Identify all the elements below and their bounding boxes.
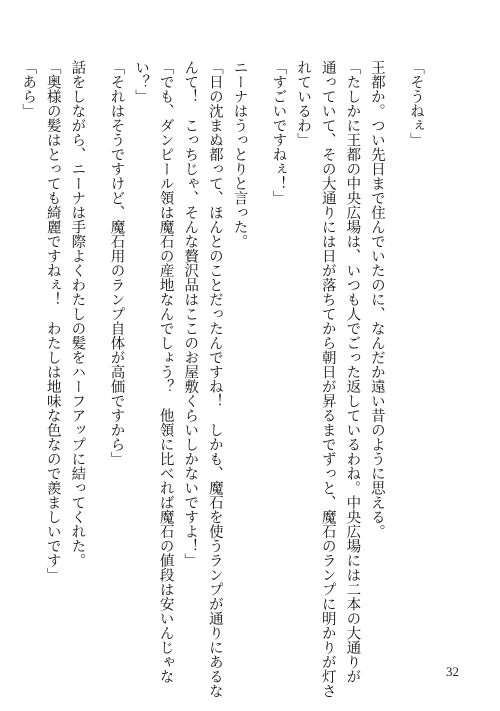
text-line	[0, 60, 16, 640]
text-line: 「でも、ダンピール領は魔石の産地なんでしょう？ 他領に比べれば魔石の値段は安いんじゃな	[157, 60, 174, 684]
text-line: い？」	[133, 60, 150, 104]
text-line: 「そうねぇ」	[408, 60, 424, 147]
text-line: 「すごいですねぇ！」	[270, 60, 287, 205]
text-line: 「たしかに王都の中央広場は、いつも人でごった返しているわね。中央広場には二本の大通りが	[344, 60, 361, 684]
page-number: 32	[446, 664, 459, 679]
text-line: れているわ」	[295, 60, 312, 147]
text-line: 「それはそうですけど、魔石用のランプ自体が高価ですから」	[108, 60, 125, 466]
body-text	[0, 60, 428, 698]
text-line: んて！ こっちじゃ、そんな贅沢品はここのお屋敷くらいしかないですよ！」	[182, 60, 199, 568]
text-line: 話をしながら、ニーナは手際よくわたしの髪をハーフアップに結ってくれた。	[69, 60, 86, 568]
text-line: ニーナはうっとりと言った。	[231, 60, 248, 249]
text-line: 通っていて、その大通りには日が落ちてから朝日が昇るまでずっと、魔石のランプに明かりが灯さ	[319, 60, 336, 698]
text-line: 「あら」	[20, 60, 37, 118]
text-line: 王都か。つい先日まで住んでいたのに、なんだか遠い昔のように思える。	[368, 60, 385, 539]
text-line: 「奥様の髪はとっても綺麗ですねぇ！ わたしは地味な色なので羨ましいです」	[44, 60, 61, 582]
text-line: 「日の沈まぬ都って、ほんとのことだったんですね！ しかも、魔石を使うランプが通りにあるな	[206, 60, 223, 698]
